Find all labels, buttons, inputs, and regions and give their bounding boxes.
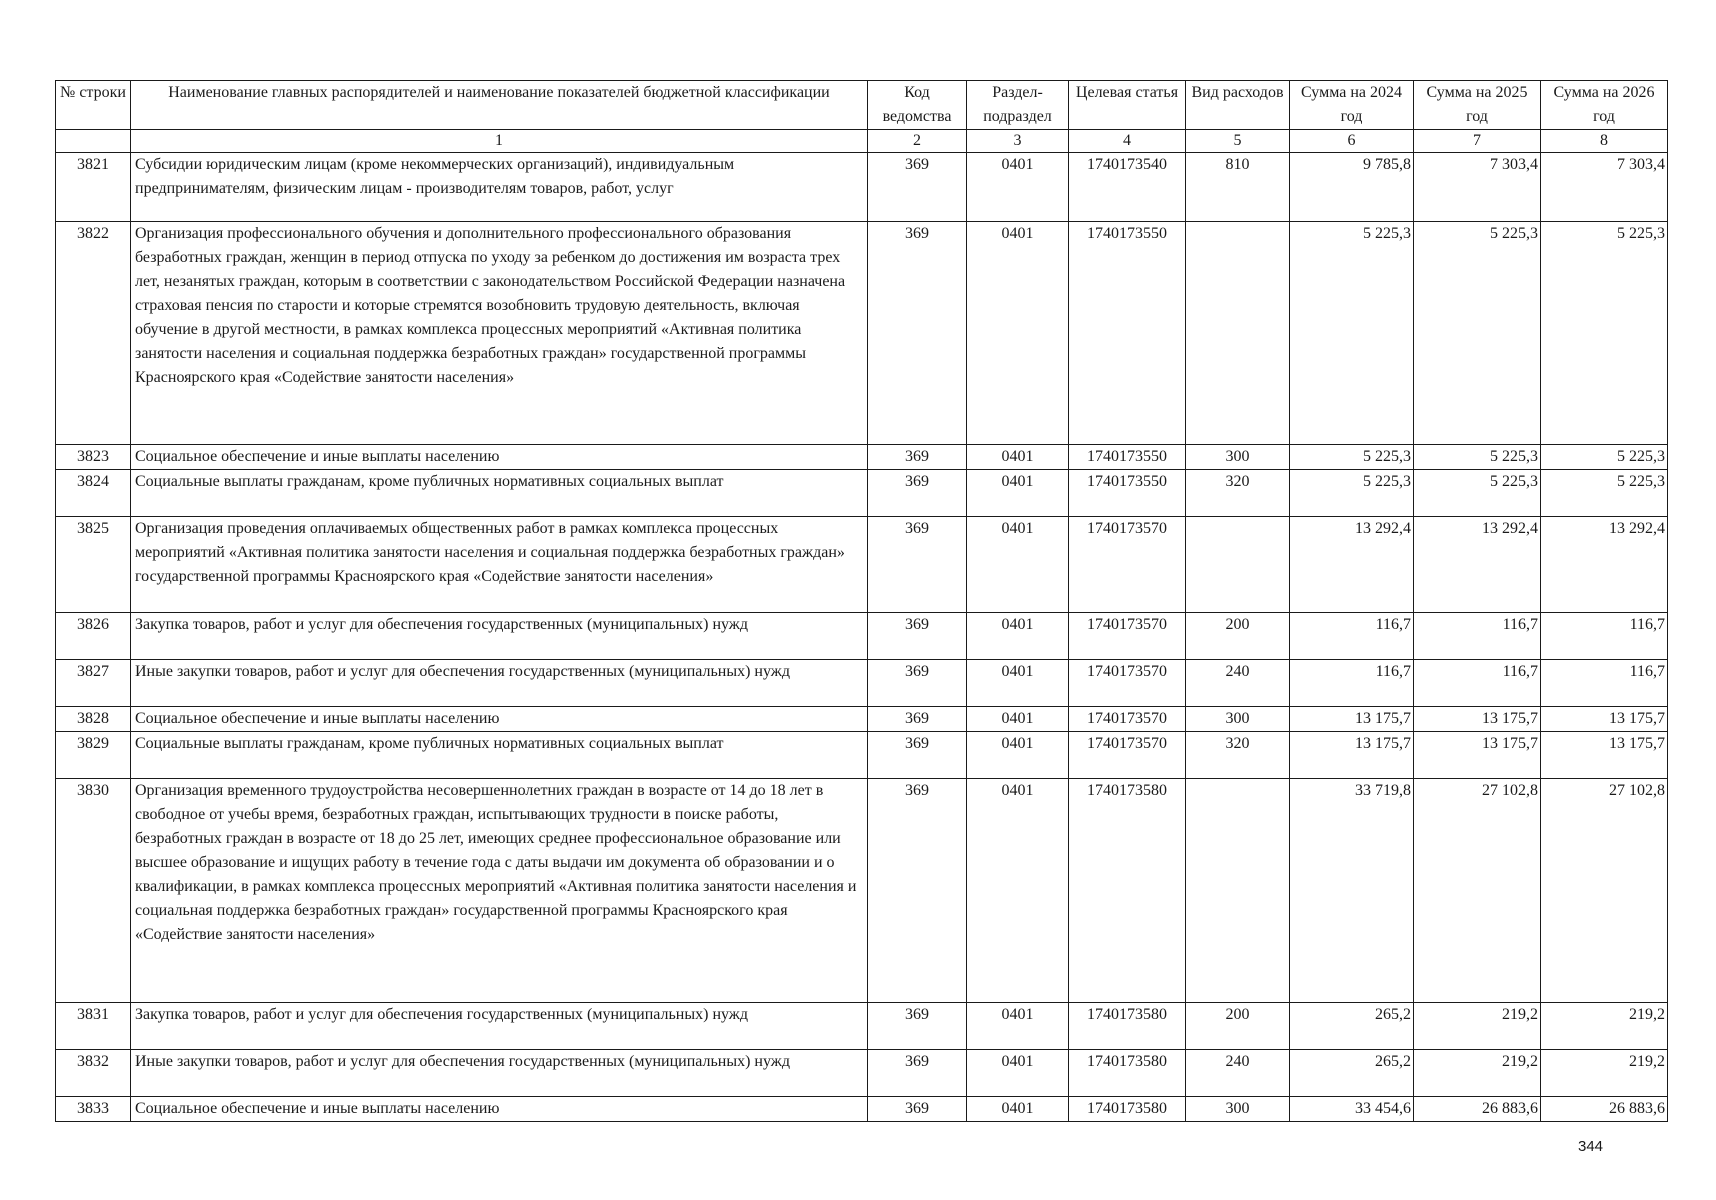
header-row xyxy=(56,81,1668,130)
row-sum-2026: 219,2 xyxy=(1541,1050,1668,1097)
row-section: 0401 xyxy=(967,1097,1069,1122)
row-section: 0401 xyxy=(967,779,1069,1003)
row-name: Социальное обеспечение и иные выплаты населению xyxy=(131,445,868,470)
row-sum-2025: 27 102,8 xyxy=(1414,779,1541,1003)
row-number: 3832 xyxy=(56,1050,131,1097)
row-section: 0401 xyxy=(967,613,1069,660)
row-target: 1740173570 xyxy=(1069,732,1186,779)
row-dept-code: 369 xyxy=(868,613,967,660)
row-name: Организация временного трудоустройства несовершеннолетних граждан в возрасте от 14 до 18 лет в свободное от учебы время, безработных граждан, испытывающих трудности в поиске работы, безработных граждан в возрасте от 18 до 25 лет, имеющих среднее профессиональное образование или высшее образование и ищущих работу в течение года с даты выдачи им документа об образовании и о квалификации, в рамках комплекса процессных мероприятий «Активная политика занятости населения и социальная поддержка безработных граждан» государственной программы Красноярского края «Содействие занятости населения» xyxy=(131,779,868,1003)
row-target: 1740173570 xyxy=(1069,707,1186,732)
row-dept-code: 369 xyxy=(868,779,967,1003)
header-dept-code: Код ведомства xyxy=(868,81,967,130)
row-section: 0401 xyxy=(967,732,1069,779)
column-number xyxy=(56,130,131,153)
header-sum-2026: Сумма на 2026 год xyxy=(1541,81,1668,130)
budget-table xyxy=(55,80,1668,1122)
row-sum-2026: 5 225,3 xyxy=(1541,445,1668,470)
row-name: Организация проведения оплачиваемых общественных работ в рамках комплекса процессных мероприятий «Активная политика занятости населения и социальная поддержка безработных граждан» государственной программы Красноярского края «Содействие занятости населения» xyxy=(131,517,868,613)
row-sum-2024: 265,2 xyxy=(1290,1003,1414,1050)
row-sum-2025: 116,7 xyxy=(1414,613,1541,660)
row-expense-type: 240 xyxy=(1186,1050,1290,1097)
row-expense-type: 200 xyxy=(1186,1003,1290,1050)
row-section: 0401 xyxy=(967,153,1069,222)
column-number: 7 xyxy=(1414,130,1541,153)
row-dept-code: 369 xyxy=(868,470,967,517)
header-target: Целевая статья xyxy=(1069,81,1186,130)
row-target: 1740173540 xyxy=(1069,153,1186,222)
row-section: 0401 xyxy=(967,445,1069,470)
row-sum-2025: 13 292,4 xyxy=(1414,517,1541,613)
row-sum-2024: 265,2 xyxy=(1290,1050,1414,1097)
row-dept-code: 369 xyxy=(868,732,967,779)
row-name: Организация профессионального обучения и дополнительного профессионального образования безработных граждан, женщин в период отпуска по уходу за ребенком до достижения им возраста трех лет, незанятых граждан, которым в соответствии с законодательством Российской Федерации назначена страховая пенсия по старости и которые стремятся возобновить трудовую деятельность, включая обучение в другой местности, в рамках комплекса процессных мероприятий «Активная политика занятости населения и социальная поддержка безработных граждан» государственной программы Красноярского края «Содействие занятости населения» xyxy=(131,222,868,445)
row-sum-2025: 26 883,6 xyxy=(1414,1097,1541,1122)
row-number: 3823 xyxy=(56,445,131,470)
header-name: Наименование главных распорядителей и наименование показателей бюджетной классификации xyxy=(131,81,868,130)
row-sum-2026: 13 175,7 xyxy=(1541,707,1668,732)
row-dept-code: 369 xyxy=(868,517,967,613)
column-number: 8 xyxy=(1541,130,1668,153)
row-sum-2024: 33 719,8 xyxy=(1290,779,1414,1003)
row-sum-2024: 33 454,6 xyxy=(1290,1097,1414,1122)
row-sum-2026: 13 292,4 xyxy=(1541,517,1668,613)
row-sum-2025: 116,7 xyxy=(1414,660,1541,707)
row-dept-code: 369 xyxy=(868,707,967,732)
row-sum-2025: 7 303,4 xyxy=(1414,153,1541,222)
table-row xyxy=(56,779,1668,1003)
table-row xyxy=(56,153,1668,222)
row-sum-2025: 219,2 xyxy=(1414,1003,1541,1050)
row-sum-2026: 5 225,3 xyxy=(1541,470,1668,517)
row-target: 1740173570 xyxy=(1069,613,1186,660)
row-sum-2026: 27 102,8 xyxy=(1541,779,1668,1003)
row-sum-2024: 116,7 xyxy=(1290,613,1414,660)
row-number: 3826 xyxy=(56,613,131,660)
row-section: 0401 xyxy=(967,517,1069,613)
row-sum-2026: 116,7 xyxy=(1541,613,1668,660)
column-number: 6 xyxy=(1290,130,1414,153)
row-expense-type: 300 xyxy=(1186,445,1290,470)
column-number-row xyxy=(56,130,1668,153)
row-sum-2024: 5 225,3 xyxy=(1290,470,1414,517)
row-sum-2024: 5 225,3 xyxy=(1290,222,1414,445)
row-dept-code: 369 xyxy=(868,1050,967,1097)
row-name: Субсидии юридическим лицам (кроме некоммерческих организаций), индивидуальным предпринимателям, физическим лицам - производителям товаров, работ, услуг xyxy=(131,153,868,222)
row-sum-2025: 219,2 xyxy=(1414,1050,1541,1097)
row-name: Социальное обеспечение и иные выплаты населению xyxy=(131,1097,868,1122)
row-sum-2024: 13 175,7 xyxy=(1290,732,1414,779)
row-dept-code: 369 xyxy=(868,1003,967,1050)
row-sum-2025: 5 225,3 xyxy=(1414,222,1541,445)
table-row xyxy=(56,660,1668,707)
row-target: 1740173550 xyxy=(1069,445,1186,470)
row-number: 3831 xyxy=(56,1003,131,1050)
row-sum-2026: 116,7 xyxy=(1541,660,1668,707)
column-number: 2 xyxy=(868,130,967,153)
row-sum-2024: 116,7 xyxy=(1290,660,1414,707)
table-body xyxy=(56,153,1668,1122)
column-number: 3 xyxy=(967,130,1069,153)
table-row xyxy=(56,707,1668,732)
table-row xyxy=(56,470,1668,517)
column-number: 1 xyxy=(131,130,868,153)
row-name: Иные закупки товаров, работ и услуг для обеспечения государственных (муниципальных) нужд xyxy=(131,1050,868,1097)
row-section: 0401 xyxy=(967,470,1069,517)
row-sum-2024: 13 292,4 xyxy=(1290,517,1414,613)
row-expense-type: 300 xyxy=(1186,707,1290,732)
table-row xyxy=(56,1050,1668,1097)
row-expense-type: 320 xyxy=(1186,732,1290,779)
row-sum-2025: 13 175,7 xyxy=(1414,707,1541,732)
row-target: 1740173570 xyxy=(1069,517,1186,613)
row-expense-type: 300 xyxy=(1186,1097,1290,1122)
header-sum-2025: Сумма на 2025 год xyxy=(1414,81,1541,130)
page-number: 344 xyxy=(1578,1138,1604,1155)
table-row xyxy=(56,517,1668,613)
row-number: 3821 xyxy=(56,153,131,222)
row-target: 1740173580 xyxy=(1069,779,1186,1003)
row-expense-type: 320 xyxy=(1186,470,1290,517)
table-row xyxy=(56,1003,1668,1050)
table-row xyxy=(56,445,1668,470)
column-number: 4 xyxy=(1069,130,1186,153)
row-name: Социальное обеспечение и иные выплаты населению xyxy=(131,707,868,732)
row-expense-type xyxy=(1186,779,1290,1003)
row-section: 0401 xyxy=(967,707,1069,732)
row-target: 1740173580 xyxy=(1069,1050,1186,1097)
row-number: 3828 xyxy=(56,707,131,732)
row-dept-code: 369 xyxy=(868,660,967,707)
table-row xyxy=(56,222,1668,445)
row-expense-type xyxy=(1186,222,1290,445)
row-sum-2024: 9 785,8 xyxy=(1290,153,1414,222)
row-target: 1740173550 xyxy=(1069,470,1186,517)
table-row xyxy=(56,1097,1668,1122)
header-expense-type: Вид расходов xyxy=(1186,81,1290,130)
row-section: 0401 xyxy=(967,1003,1069,1050)
row-dept-code: 369 xyxy=(868,222,967,445)
row-target: 1740173570 xyxy=(1069,660,1186,707)
row-sum-2024: 5 225,3 xyxy=(1290,445,1414,470)
row-name: Иные закупки товаров, работ и услуг для обеспечения государственных (муниципальных) нужд xyxy=(131,660,868,707)
row-name: Социальные выплаты гражданам, кроме публичных нормативных социальных выплат xyxy=(131,732,868,779)
row-target: 1740173550 xyxy=(1069,222,1186,445)
row-number: 3829 xyxy=(56,732,131,779)
row-expense-type xyxy=(1186,517,1290,613)
row-number: 3830 xyxy=(56,779,131,1003)
row-sum-2026: 13 175,7 xyxy=(1541,732,1668,779)
row-dept-code: 369 xyxy=(868,445,967,470)
row-number: 3827 xyxy=(56,660,131,707)
row-section: 0401 xyxy=(967,1050,1069,1097)
row-sum-2025: 5 225,3 xyxy=(1414,470,1541,517)
row-expense-type: 200 xyxy=(1186,613,1290,660)
row-sum-2026: 7 303,4 xyxy=(1541,153,1668,222)
row-sum-2026: 219,2 xyxy=(1541,1003,1668,1050)
row-number: 3833 xyxy=(56,1097,131,1122)
row-sum-2025: 5 225,3 xyxy=(1414,445,1541,470)
row-name: Закупка товаров, работ и услуг для обеспечения государственных (муниципальных) нужд xyxy=(131,1003,868,1050)
row-sum-2026: 26 883,6 xyxy=(1541,1097,1668,1122)
row-number: 3825 xyxy=(56,517,131,613)
row-sum-2024: 13 175,7 xyxy=(1290,707,1414,732)
column-number: 5 xyxy=(1186,130,1290,153)
table-row xyxy=(56,732,1668,779)
row-section: 0401 xyxy=(967,222,1069,445)
row-sum-2025: 13 175,7 xyxy=(1414,732,1541,779)
row-section: 0401 xyxy=(967,660,1069,707)
row-name: Социальные выплаты гражданам, кроме публичных нормативных социальных выплат xyxy=(131,470,868,517)
row-target: 1740173580 xyxy=(1069,1097,1186,1122)
row-dept-code: 369 xyxy=(868,153,967,222)
header-row-no: № строки xyxy=(56,81,131,130)
row-name: Закупка товаров, работ и услуг для обеспечения государственных (муниципальных) нужд xyxy=(131,613,868,660)
row-expense-type: 810 xyxy=(1186,153,1290,222)
header-sum-2024: Сумма на 2024 год xyxy=(1290,81,1414,130)
row-target: 1740173580 xyxy=(1069,1003,1186,1050)
header-section: Раздел-подраздел xyxy=(967,81,1069,130)
row-expense-type: 240 xyxy=(1186,660,1290,707)
row-sum-2026: 5 225,3 xyxy=(1541,222,1668,445)
row-dept-code: 369 xyxy=(868,1097,967,1122)
table-row xyxy=(56,613,1668,660)
row-number: 3824 xyxy=(56,470,131,517)
row-number: 3822 xyxy=(56,222,131,445)
